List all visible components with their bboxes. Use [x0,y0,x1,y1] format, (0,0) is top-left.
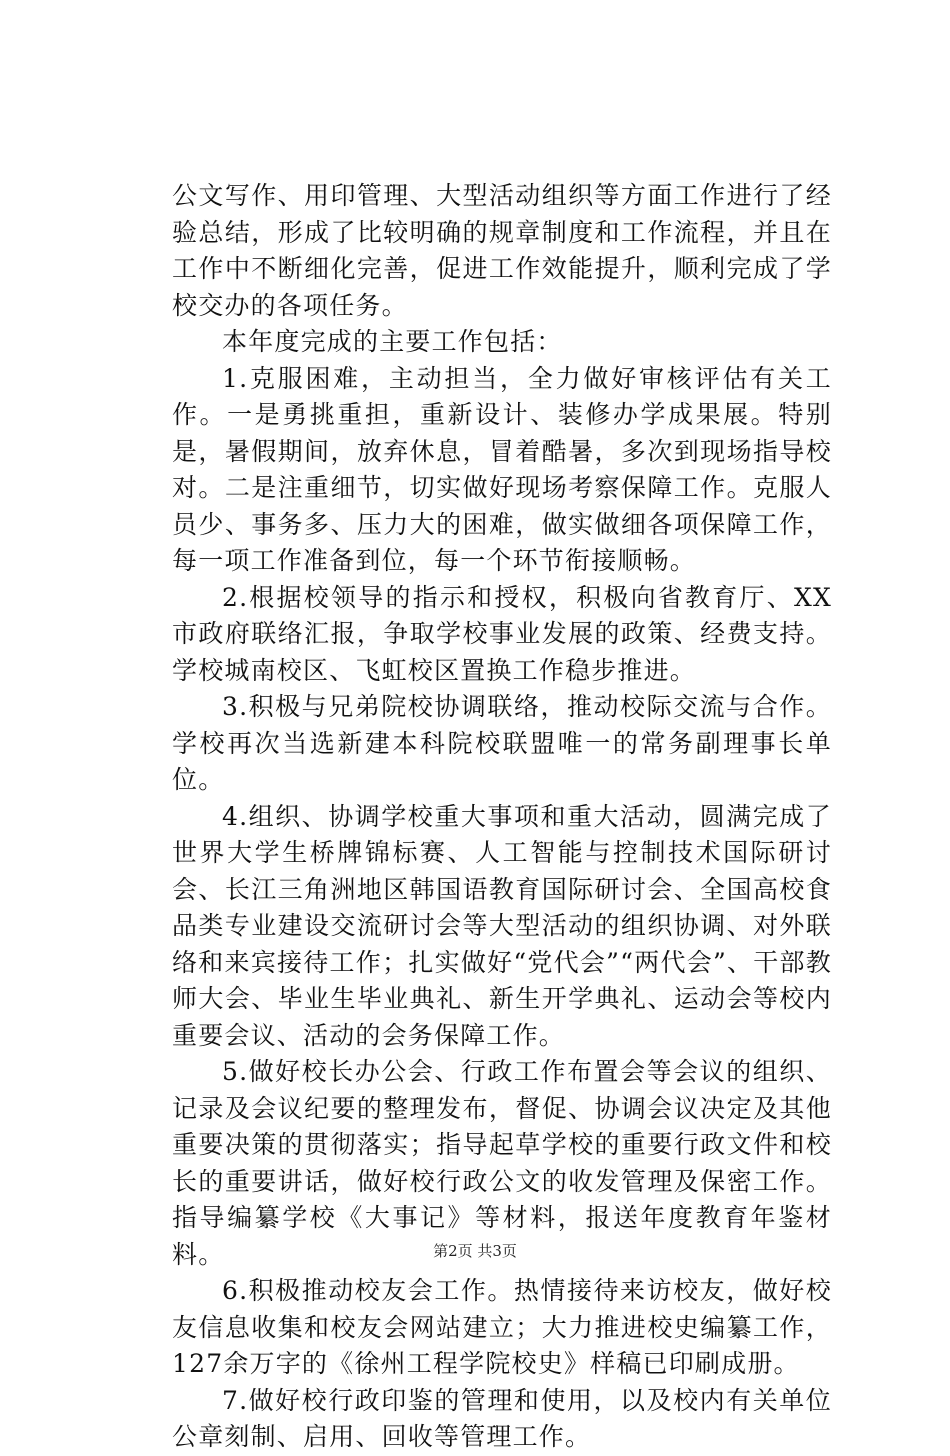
document-body [172,178,832,1456]
paragraph-item-5: 5.做好校长办公会、行政工作布置会等会议的组织、记录及会议纪要的整理发布，督促、协调会议决定及其他重要决策的贯彻落实；指导起草学校的重要行政文件和校长的重要讲话，做好校行政公文的收发管理及保密工作。指导编纂学校《大事记》等材料，报送年度教育年鉴材料。 [172,1057,832,1269]
page-footer: 第2页 共3页 [433,1242,517,1260]
paragraph-item-2: 2.根据校领导的指示和授权，积极向省教育厅、XX市政府联络汇报，争取学校事业发展的政策、经费支持。学校城南校区、飞虹校区置换工作稳步推进。 [172,582,832,685]
paragraph-item-6: 6.积极推动校友会工作。热情接待来访校友，做好校友信息收集和校友会网站建立；大力推进校史编纂工作，127余万字的《徐州工程学院校史》样稿已印刷成册。 [172,1276,832,1378]
paragraph-item-3: 3.积极与兄弟院校协调联络，推动校际交流与合作。学校再次当选新建本科院校联盟唯一的常务副理事长单位。 [172,692,832,794]
paragraph-continuation: 公文写作、用印管理、大型活动组织等方面工作进行了经验总结，形成了比较明确的规章制度和工作流程，并且在工作中不断细化完善，促进工作效能提升，顺利完成了学校交办的各项任务。 [172,181,832,320]
paragraph-item-4: 4.组织、协调学校重大事项和重大活动，圆满完成了世界大学生桥牌锦标赛、人工智能与控制技术国际研讨会、长江三角洲地区韩国语教育国际研讨会、全国高校食品类专业建设交流研讨会等大型活动的组织协调、对外联络和来宾接待工作；扎实做好“党代会”“两代会”、干部教师大会、毕业生毕业典礼、新生开学典礼、运动会等校内重要会议、活动的会务保障工作。 [172,801,832,1050]
paragraph-intro: 本年度完成的主要工作包括： [222,327,563,356]
paragraph-item-7: 7.做好校行政印鉴的管理和使用，以及校内有关单位公章刻制、启用、回收等管理工作。 [172,1385,832,1451]
paragraph-item-1: 1.克服困难，主动担当，全力做好审核评估有关工作。一是勇挑重担，重新设计、装修办学成果展。特别是，暑假期间，放弃休息，冒着酷暑，多次到现场指导校对。二是注重细节，切实做好现场考察保障工作。克服人员少、事务多、压力大的困难，做实做细各项保障工作，每一项工作准备到位，每一个环节衔接顺畅。 [172,363,832,575]
